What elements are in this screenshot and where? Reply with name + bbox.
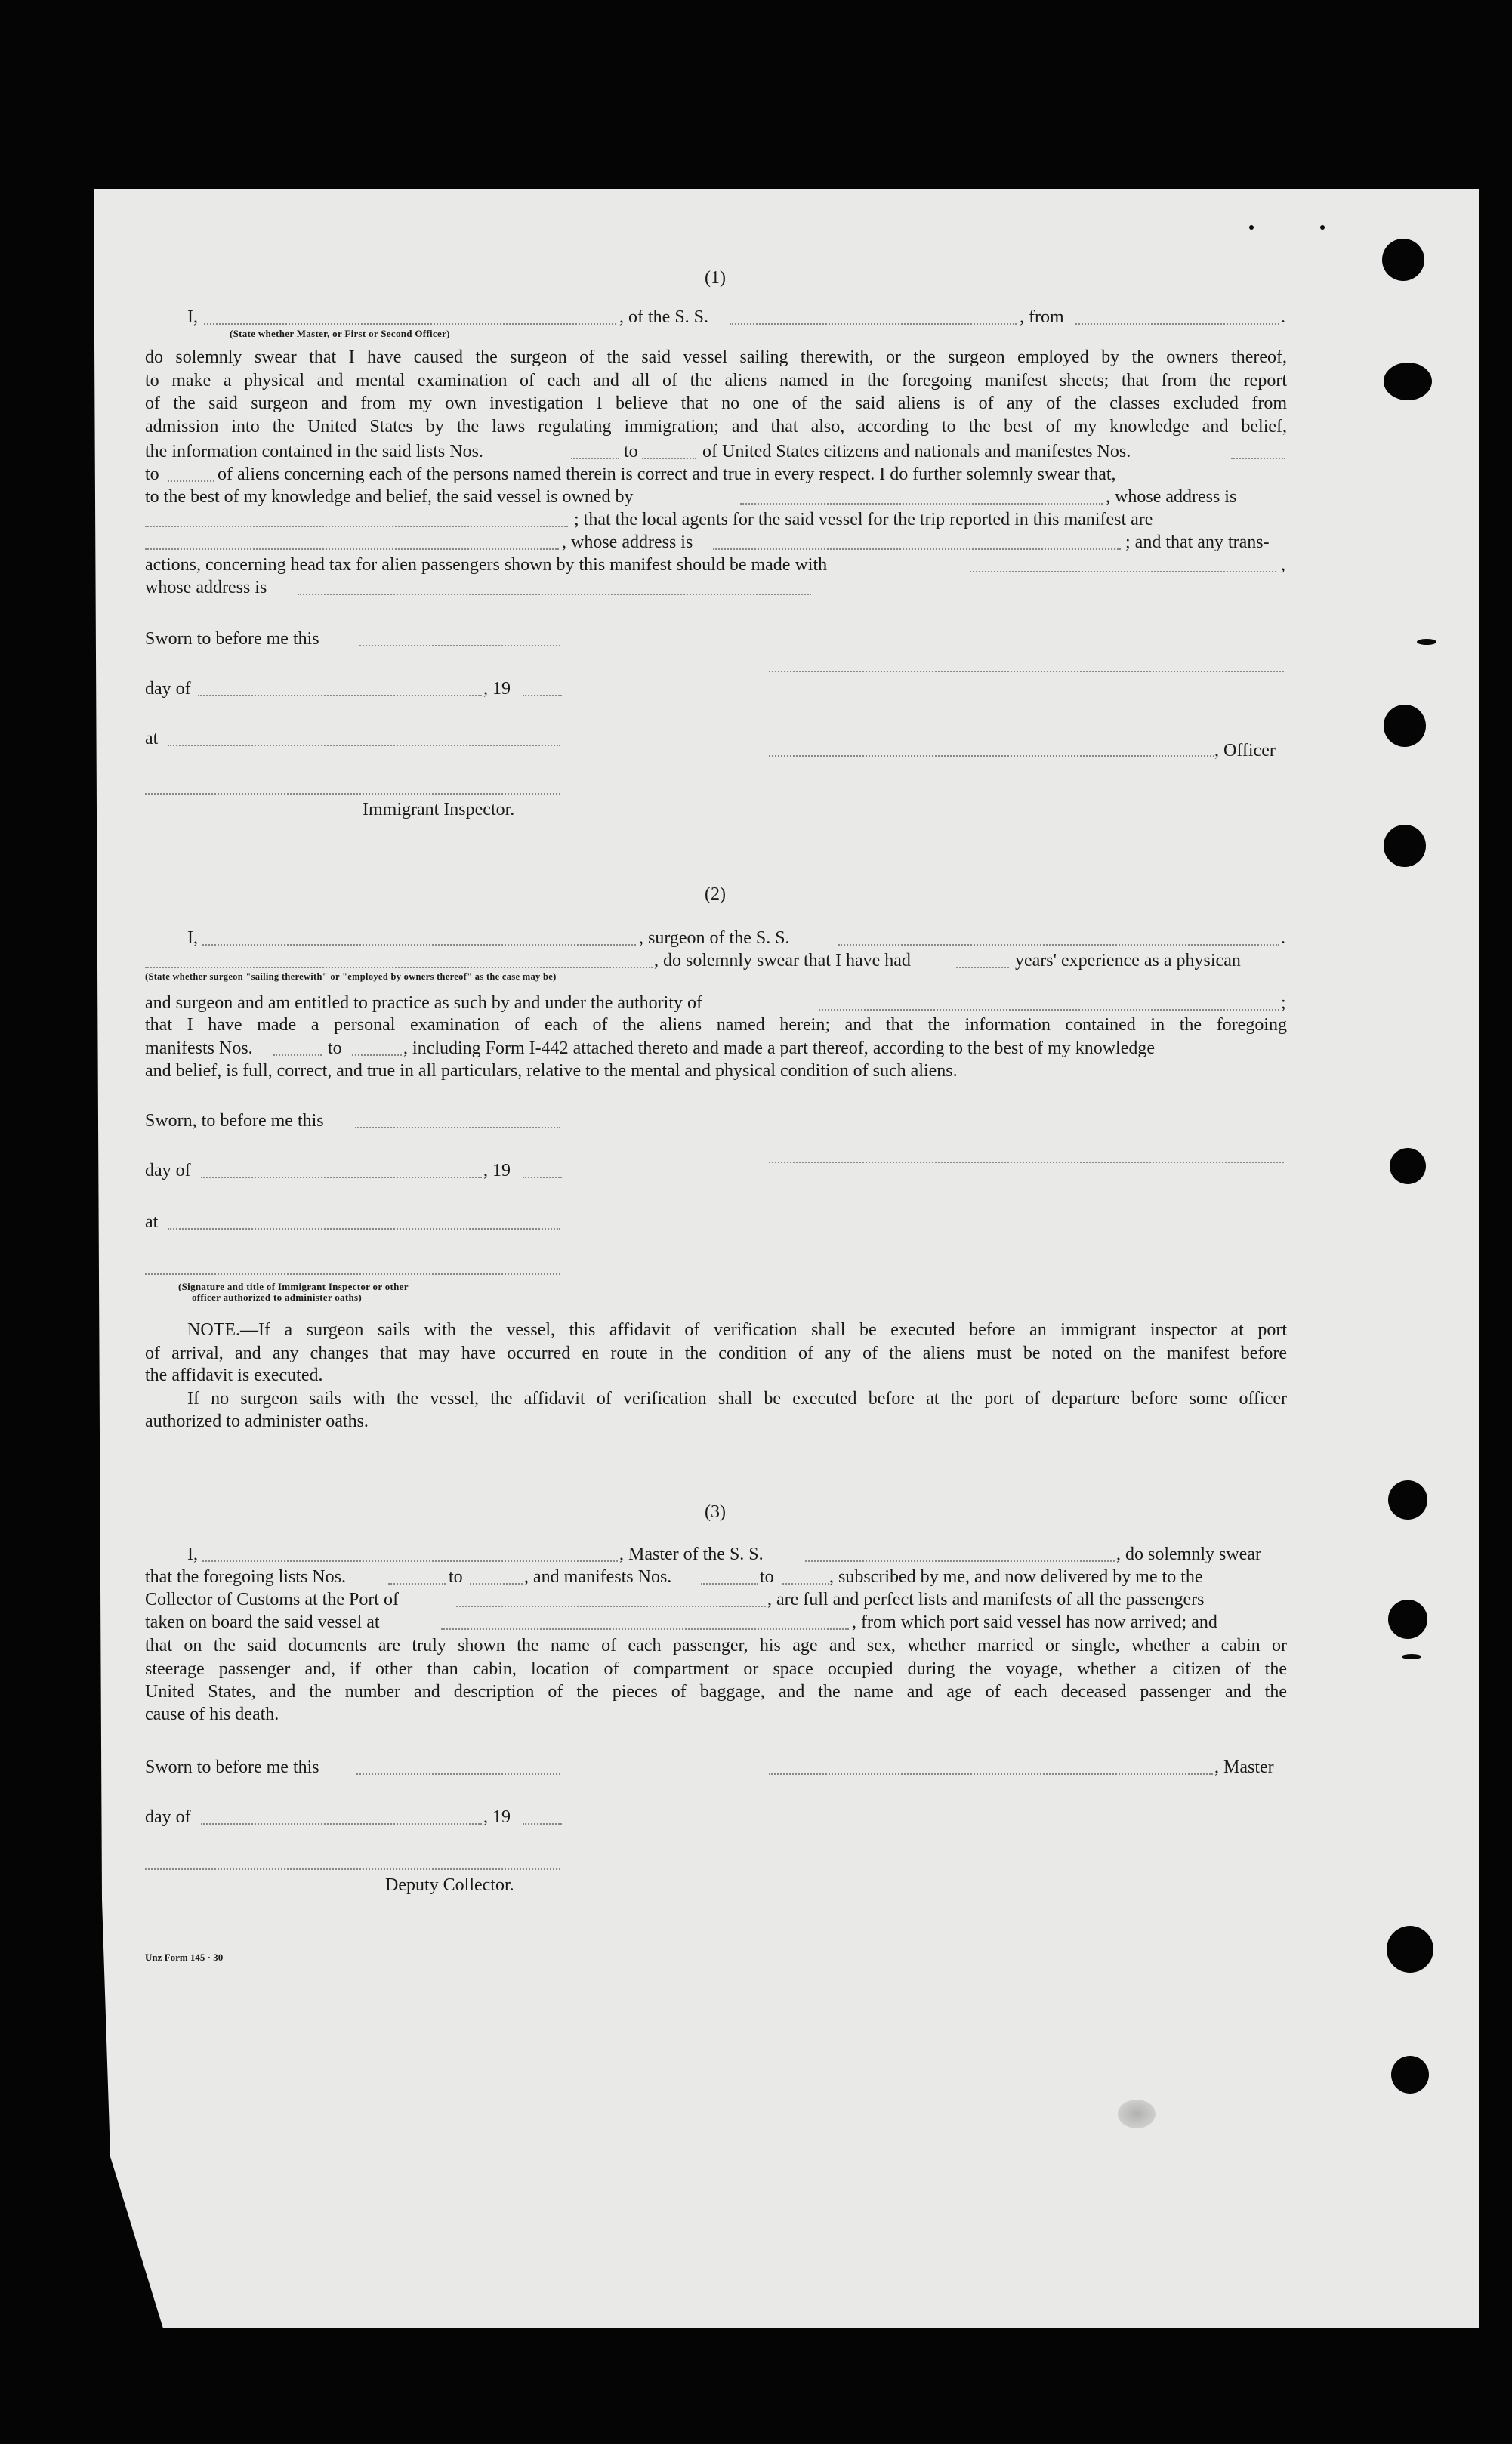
s3-l4-a: taken on board the said vessel at: [145, 1612, 380, 1632]
s1-officer: , Officer: [1214, 741, 1276, 761]
s1-l1-c: , from: [1020, 307, 1064, 327]
blank-surgeon-type[interactable]: [145, 967, 653, 968]
s3-l3-b: , are full and perfect lists and manifests of all the passengers: [767, 1590, 1205, 1609]
section-3-number: (3): [705, 1502, 726, 1522]
s3-l1-b: , Master of the S. S.: [619, 1544, 764, 1564]
blank-s2-year[interactable]: [523, 1177, 562, 1178]
ink-mark: [1320, 225, 1325, 230]
blank-sworn-date[interactable]: [359, 645, 560, 646]
s1-para-line: of the said surgeon and from my own investigation I believe that no one of the said aliens is of any of the classes excluded from: [145, 393, 1287, 414]
blank-manifest-to[interactable]: [168, 480, 214, 482]
ink-mark: [1417, 639, 1436, 645]
s1-l12: whose address is: [145, 578, 267, 597]
punch-hole: [1388, 1600, 1427, 1639]
s2-official-signature-line[interactable]: [145, 1273, 560, 1275]
s3-para-line: United States, and the number and description of the pieces of baggage, and the name and age of each deceased passenger and the: [145, 1682, 1287, 1702]
s1-year: , 19: [483, 679, 511, 699]
blank-place[interactable]: [168, 745, 560, 746]
s3-l2-e: , subscribed by me, and now delivered by me to the: [829, 1567, 1203, 1587]
s1-inspector: Immigrant Inspector.: [363, 800, 515, 819]
s2-l4: that I have made a personal examination of each of the aliens named herein; and that the information contained in the foregoing: [145, 1015, 1287, 1035]
blank-authority[interactable]: [819, 1009, 1279, 1011]
blank-owner[interactable]: [740, 503, 1103, 505]
s2-year: , 19: [483, 1161, 511, 1180]
s3-l2-a: that the foregoing lists Nos.: [145, 1567, 346, 1587]
blank-s3-list-from[interactable]: [388, 1583, 446, 1585]
s3-master: , Master: [1214, 1757, 1274, 1777]
blank-month[interactable]: [198, 695, 482, 696]
s1-sworn: Sworn to before me this: [145, 629, 319, 649]
s2-l5-b: to: [328, 1038, 342, 1058]
blank-manifest-from[interactable]: [1231, 458, 1285, 459]
s3-l3-a: Collector of Customs at the Port of: [145, 1590, 399, 1609]
note-line: the affidavit is executed.: [145, 1365, 323, 1386]
blank-s3-manifest-from[interactable]: [701, 1583, 758, 1585]
s1-paragraph: [145, 346, 1287, 439]
blank-rank[interactable]: [204, 323, 616, 325]
blank-master-name[interactable]: [202, 1560, 618, 1562]
s2-sigcap-1: (Signature and title of Immigrant Inspector or other: [178, 1281, 409, 1292]
blank-s2-vessel[interactable]: [838, 944, 1279, 946]
s1-caption: (State whether Master, or First or Second Officer): [230, 328, 450, 339]
ink-mark: [1402, 1654, 1421, 1659]
s1-l1-d: .: [1281, 307, 1285, 327]
s3-l2-d: to: [760, 1567, 774, 1587]
s3-l1-a: I,: [187, 1544, 198, 1564]
s3-para-line: that on the said documents are truly shown the name of each passenger, his age and sex, whether married or single, whether a cabin or: [145, 1636, 1287, 1656]
s2-l3-b: ;: [1281, 993, 1286, 1013]
note-line: If no surgeon sails with the vessel, the affidavit of verification shall be executed before at the port of departure before some officer: [187, 1389, 1287, 1409]
blank-years[interactable]: [956, 967, 1009, 968]
s3-para-line: steerage passenger and, if other than cabin, location of compartment or space occupied during the voyage, whether a citizen of the: [145, 1659, 1287, 1679]
paper-stain: [1118, 2100, 1156, 2128]
blank-s3-vessel[interactable]: [805, 1560, 1115, 1562]
s1-para-line: admission into the United States by the laws regulating immigration; and that also, according to the best of my knowledge and belief,: [145, 417, 1287, 437]
note-block: [145, 1319, 1287, 1432]
s1-l8-b: , whose address is: [1106, 487, 1237, 507]
s2-l3-a: and surgeon and am entitled to practice as such by and under the authority of: [145, 993, 702, 1013]
punch-hole: [1384, 705, 1426, 747]
blank-s3-list-to[interactable]: [470, 1583, 523, 1585]
blank-surgeon-name[interactable]: [202, 944, 636, 946]
s2-l1-a: I,: [187, 928, 198, 948]
ink-mark: [1249, 225, 1254, 230]
blank-from[interactable]: [1075, 323, 1279, 325]
s1-para-line: to make a physical and mental examination of each and all of the aliens named in the foregoing manifest sheets; that from the report: [145, 370, 1287, 390]
blank-list-to[interactable]: [642, 458, 696, 459]
s2-caption: (State whether surgeon "sailing therewith" or "employed by owners thereof" as the case may be): [145, 971, 557, 982]
surgeon-signature-line[interactable]: [769, 1162, 1284, 1163]
s3-l4-b: , from which port said vessel has now arrived; and: [852, 1612, 1217, 1632]
s2-l1-b: , surgeon of the S. S.: [639, 928, 790, 948]
s2-l6: and belief, is full, correct, and true in all particulars, relative to the mental and physical condition of such aliens.: [145, 1061, 958, 1081]
s2-sworn: Sworn, to before me this: [145, 1111, 324, 1131]
blank-departure-port[interactable]: [441, 1628, 849, 1630]
s3-paragraph: [145, 1634, 1287, 1725]
s3-sworn: Sworn to before me this: [145, 1757, 319, 1777]
punch-hole: [1387, 1926, 1433, 1973]
s1-l10-b: ; and that any trans-: [1125, 532, 1270, 552]
s3-l2-b: to: [449, 1567, 463, 1587]
blank-list-from[interactable]: [571, 458, 619, 459]
s3-dayof: day of: [145, 1807, 191, 1827]
s1-l9: ; that the local agents for the said vessel for the trip reported in this manifest are: [574, 510, 1153, 529]
blank-s3-sworn-date[interactable]: [356, 1773, 560, 1775]
s2-l2-a: , do solemnly swear that I have had: [654, 951, 911, 971]
s1-para-line: do solemnly swear that I have caused the surgeon of the said vessel sailing therewith, or the surgeon employed by the owners thereof,: [145, 347, 1287, 367]
s1-l11-b: ,: [1281, 555, 1285, 575]
note-line: of arrival, and any changes that may have occurred en route in the condition of any of the aliens must be noted on the manifest before: [145, 1343, 1287, 1363]
s2-dayof: day of: [145, 1161, 191, 1180]
punch-hole: [1384, 825, 1426, 867]
blank-s3-month[interactable]: [201, 1823, 482, 1825]
s2-l1-c: .: [1281, 928, 1285, 948]
blank-owner-address[interactable]: [145, 526, 568, 527]
punch-hole: [1391, 2056, 1429, 2094]
blank-s2-sworn-date[interactable]: [355, 1127, 560, 1128]
s1-l8-a: to the best of my knowledge and belief, the said vessel is owned by: [145, 487, 634, 507]
s3-l2-c: , and manifests Nos.: [524, 1567, 672, 1587]
blank-head-tax[interactable]: [970, 571, 1276, 572]
blank-s3-manifest-to[interactable]: [782, 1583, 829, 1585]
section-2-number: (2): [705, 884, 726, 904]
punch-hole: [1384, 363, 1432, 400]
punch-hole: [1390, 1148, 1426, 1184]
s2-l5-a: manifests Nos.: [145, 1038, 253, 1058]
blank-agents[interactable]: [145, 548, 559, 550]
note-line: NOTE.—If a surgeon sails with the vessel, this affidavit of verification shall be executed before an immigrant inspector at port: [187, 1320, 1287, 1340]
s1-dayof: day of: [145, 679, 191, 699]
section-1-number: (1): [705, 268, 726, 288]
s2-l5-c: , including Form I-442 attached thereto and made a part thereof, according to the best of my knowledge: [403, 1038, 1156, 1058]
blank-agents-address[interactable]: [713, 548, 1121, 550]
s1-l1-b: , of the S. S.: [619, 307, 709, 327]
blank-s3-year[interactable]: [523, 1823, 562, 1825]
s3-l1-c: , do solemnly swear: [1116, 1544, 1261, 1564]
s1-l7-b: of aliens concerning each of the persons named therein is correct and true in every respect. I do further solemnly swear that,: [218, 464, 1116, 484]
s1-l6-a: the information contained in the said lists Nos.: [145, 442, 483, 461]
s1-l11-a: actions, concerning head tax for alien passengers shown by this manifest should be made with: [145, 555, 828, 575]
signature-line[interactable]: [769, 671, 1284, 672]
blank-head-tax-address[interactable]: [298, 594, 811, 595]
blank-port[interactable]: [456, 1606, 766, 1607]
s2-l2-b: years' experience as a physican: [1015, 951, 1241, 971]
note-line: authorized to administer oaths.: [145, 1412, 369, 1432]
inspector-signature-line[interactable]: [145, 793, 560, 795]
s1-l6-c: of United States citizens and nationals and manifestes Nos.: [702, 442, 1131, 461]
blank-s2-to[interactable]: [352, 1054, 402, 1056]
s1-l7-a: to: [145, 464, 159, 484]
officer-signature-line[interactable]: [769, 755, 1214, 757]
s3-para-line: cause of his death.: [145, 1705, 279, 1725]
s3-year: , 19: [483, 1807, 511, 1827]
s1-l10-a: , whose address is: [562, 532, 693, 552]
form-id: Unz Form 145 · 30: [145, 1952, 224, 1963]
s2-at: at: [145, 1212, 159, 1232]
master-signature-line[interactable]: [769, 1773, 1213, 1775]
blank-s2-month[interactable]: [201, 1177, 482, 1178]
blank-year[interactable]: [523, 695, 562, 696]
s2-sigcap-2: officer authorized to administer oaths): [192, 1291, 362, 1303]
s1-l6-b: to: [624, 442, 638, 461]
blank-s2-from[interactable]: [273, 1054, 322, 1056]
s1-l1-a: I,: [187, 307, 198, 327]
s3-collector: Deputy Collector.: [385, 1875, 514, 1895]
collector-signature-line[interactable]: [145, 1868, 560, 1870]
blank-vessel[interactable]: [730, 323, 1017, 325]
s1-at: at: [145, 729, 159, 748]
blank-s2-place[interactable]: [168, 1228, 560, 1230]
